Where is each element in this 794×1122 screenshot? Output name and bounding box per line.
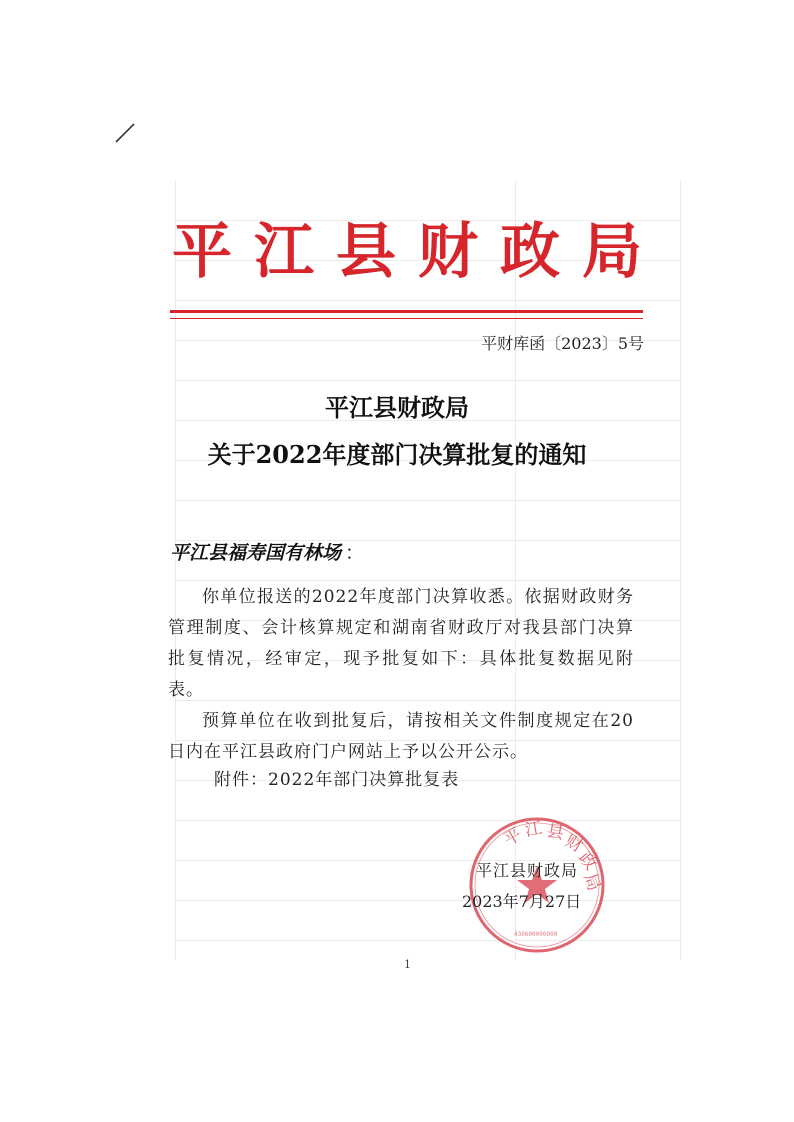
svg-text:430600000000: 430600000000: [514, 931, 558, 938]
header-red-line-thin: [170, 318, 643, 319]
notice-title-line2: 关于2022年度部门决算批复的通知: [207, 440, 587, 469]
svg-text:平: 平: [500, 824, 526, 851]
svg-text:江: 江: [523, 818, 544, 841]
header-red-line-thick: [170, 310, 643, 313]
attachment-line: 附件：2022年部门决算批复表: [214, 770, 460, 790]
body-paragraph-2: 预算单位在收到批复后，请按相关文件制度规定在20日内在平江县政府门户网站上予以公开公示。: [168, 711, 634, 762]
svg-text:县: 县: [545, 821, 566, 844]
agency-header-title: 平江县财政局: [172, 217, 664, 287]
document-number: 平财库函〔2023〕5号: [481, 334, 644, 353]
signature-date: 2023年7月27日: [462, 892, 582, 911]
body-paragraph-1: 你单位报送的2022年度部门决算收悉。依据财政财务管理制度、会计核算规定和湖南省财政厅对我县部门决算批复情况，经审定，现予批复如下：具体批复数据见附表。: [168, 587, 634, 700]
signature-organization: 平江县财政局: [476, 861, 579, 880]
notice-body: [168, 582, 634, 768]
page-number: 1: [404, 958, 411, 971]
notice-title-line1: 平江县财政局: [325, 393, 469, 422]
official-seal-stamp: [466, 814, 608, 956]
svg-text:政: 政: [574, 848, 601, 875]
svg-text:财: 财: [561, 831, 587, 857]
recipient-line: [170, 538, 364, 565]
recipient-name: 平江县福寿国有林场: [170, 542, 342, 564]
pen-stroke-mark: [114, 120, 138, 144]
svg-text:局: 局: [579, 870, 604, 894]
recipient-colon: ：: [345, 542, 365, 564]
